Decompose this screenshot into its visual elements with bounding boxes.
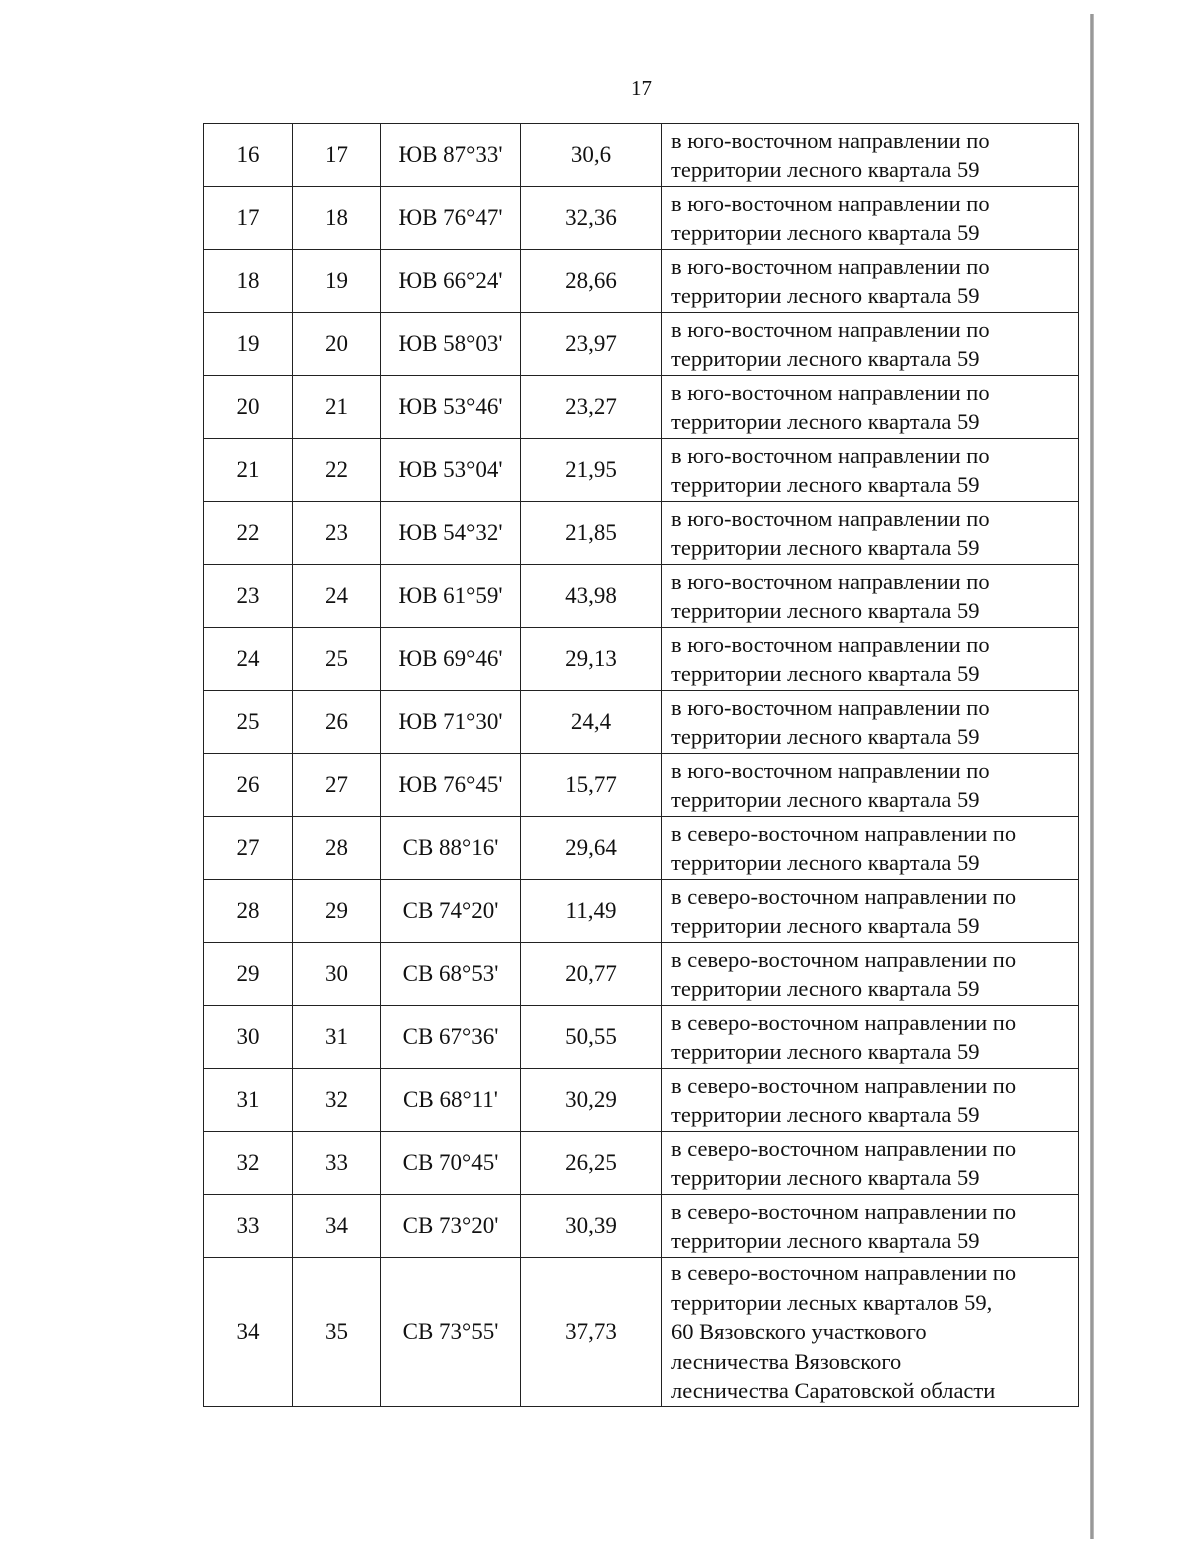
description-cell bbox=[662, 124, 1079, 187]
description-line: территории лесного квартала 59 bbox=[671, 787, 980, 812]
table-row bbox=[204, 1195, 1079, 1258]
description-line: территории лесного квартала 59 bbox=[671, 472, 980, 497]
description-cell bbox=[662, 817, 1079, 880]
bearing-cell: ЮВ 69°46' bbox=[381, 628, 521, 691]
length-cell: 30,29 bbox=[521, 1069, 662, 1132]
table-row bbox=[204, 565, 1079, 628]
bearing-cell: ЮВ 58°03' bbox=[381, 313, 521, 376]
point-from-cell: 22 bbox=[204, 502, 293, 565]
point-to-cell: 28 bbox=[293, 817, 381, 880]
length-cell: 21,85 bbox=[521, 502, 662, 565]
length-cell: 37,73 bbox=[521, 1258, 662, 1407]
length-cell: 23,27 bbox=[521, 376, 662, 439]
point-from-cell: 18 bbox=[204, 250, 293, 313]
point-to-cell: 31 bbox=[293, 1006, 381, 1069]
description-cell bbox=[662, 880, 1079, 943]
bearing-cell: ЮВ 54°32' bbox=[381, 502, 521, 565]
description-line: территории лесного квартала 59 bbox=[671, 598, 980, 623]
description-line: в юго-восточном направлении по bbox=[671, 379, 990, 405]
description-line: территории лесного квартала 59 bbox=[671, 220, 980, 245]
length-cell: 29,64 bbox=[521, 817, 662, 880]
point-to-cell: 33 bbox=[293, 1132, 381, 1195]
description-line: территории лесного квартала 59 bbox=[671, 976, 980, 1001]
description-cell bbox=[662, 943, 1079, 1006]
point-from-cell: 32 bbox=[204, 1132, 293, 1195]
table-row bbox=[204, 439, 1079, 502]
bearing-cell: СВ 73°55' bbox=[381, 1258, 521, 1407]
table-row bbox=[204, 1006, 1079, 1069]
point-from-cell: 25 bbox=[204, 691, 293, 754]
description-line: в юго-восточном направлении по bbox=[671, 694, 990, 720]
bearing-cell: ЮВ 76°47' bbox=[381, 187, 521, 250]
point-to-cell: 23 bbox=[293, 502, 381, 565]
point-from-cell: 21 bbox=[204, 439, 293, 502]
length-cell: 15,77 bbox=[521, 754, 662, 817]
point-from-cell: 33 bbox=[204, 1195, 293, 1258]
length-cell: 32,36 bbox=[521, 187, 662, 250]
description-cell bbox=[662, 628, 1079, 691]
description-line: в северо-восточном направлении по bbox=[671, 1009, 1017, 1035]
description-cell bbox=[662, 565, 1079, 628]
bearing-cell: ЮВ 61°59' bbox=[381, 565, 521, 628]
point-from-cell: 29 bbox=[204, 943, 293, 1006]
description-cell bbox=[662, 502, 1079, 565]
table-row bbox=[204, 880, 1079, 943]
point-to-cell: 29 bbox=[293, 880, 381, 943]
bearing-cell: СВ 68°11' bbox=[381, 1069, 521, 1132]
length-cell: 29,13 bbox=[521, 628, 662, 691]
table-row bbox=[204, 1132, 1079, 1195]
point-to-cell: 18 bbox=[293, 187, 381, 250]
description-line: в северо-восточном направлении по bbox=[671, 820, 1017, 846]
table-row bbox=[204, 187, 1079, 250]
description-line: в северо-восточном направлении по bbox=[671, 1260, 1017, 1285]
scan-edge-line bbox=[1090, 14, 1094, 1539]
length-cell: 24,4 bbox=[521, 691, 662, 754]
description-line: в юго-восточном направлении по bbox=[671, 757, 990, 783]
description-line: территории лесного квартала 59 bbox=[671, 1039, 980, 1064]
point-to-cell: 30 bbox=[293, 943, 381, 1006]
description-cell bbox=[662, 250, 1079, 313]
description-line: территории лесного квартала 59 bbox=[671, 661, 980, 686]
bearing-cell: СВ 67°36' bbox=[381, 1006, 521, 1069]
description-cell bbox=[662, 691, 1079, 754]
point-to-cell: 25 bbox=[293, 628, 381, 691]
description-line: территории лесного квартала 59 bbox=[671, 346, 980, 371]
length-cell: 23,97 bbox=[521, 313, 662, 376]
description-line: территории лесного квартала 59 bbox=[671, 1102, 980, 1127]
point-from-cell: 34 bbox=[204, 1258, 293, 1407]
description-line: территории лесного квартала 59 bbox=[671, 409, 980, 434]
table-row bbox=[204, 502, 1079, 565]
description-line: в юго-восточном направлении по bbox=[671, 127, 990, 153]
description-line: территории лесного квартала 59 bbox=[671, 1228, 980, 1253]
bearing-cell: СВ 70°45' bbox=[381, 1132, 521, 1195]
description-cell bbox=[662, 1069, 1079, 1132]
description-cell bbox=[662, 376, 1079, 439]
description-line: в северо-восточном направлении по bbox=[671, 1198, 1017, 1224]
bearing-cell: ЮВ 53°46' bbox=[381, 376, 521, 439]
description-cell bbox=[662, 439, 1079, 502]
point-to-cell: 22 bbox=[293, 439, 381, 502]
point-from-cell: 17 bbox=[204, 187, 293, 250]
description-cell bbox=[662, 187, 1079, 250]
boundary-table bbox=[203, 123, 1079, 1407]
point-to-cell: 21 bbox=[293, 376, 381, 439]
description-line: в юго-восточном направлении по bbox=[671, 442, 990, 468]
description-line: территории лесного квартала 59 bbox=[671, 913, 980, 938]
description-cell bbox=[662, 1195, 1079, 1258]
point-to-cell: 34 bbox=[293, 1195, 381, 1258]
description-line: в юго-восточном направлении по bbox=[671, 568, 990, 594]
description-cell bbox=[662, 1132, 1079, 1195]
point-from-cell: 28 bbox=[204, 880, 293, 943]
description-line: в северо-восточном направлении по bbox=[671, 946, 1017, 972]
length-cell: 20,77 bbox=[521, 943, 662, 1006]
description-cell bbox=[662, 754, 1079, 817]
point-from-cell: 24 bbox=[204, 628, 293, 691]
length-cell: 28,66 bbox=[521, 250, 662, 313]
length-cell: 30,6 bbox=[521, 124, 662, 187]
point-from-cell: 16 bbox=[204, 124, 293, 187]
point-from-cell: 20 bbox=[204, 376, 293, 439]
description-line: территории лесного квартала 59 bbox=[671, 1165, 980, 1190]
description-line: в юго-восточном направлении по bbox=[671, 631, 990, 657]
bearing-cell: ЮВ 76°45' bbox=[381, 754, 521, 817]
length-cell: 21,95 bbox=[521, 439, 662, 502]
length-cell: 30,39 bbox=[521, 1195, 662, 1258]
point-to-cell: 24 bbox=[293, 565, 381, 628]
description-line: территории лесного квартала 59 bbox=[671, 157, 980, 182]
point-to-cell: 32 bbox=[293, 1069, 381, 1132]
point-from-cell: 31 bbox=[204, 1069, 293, 1132]
description-cell bbox=[662, 313, 1079, 376]
point-from-cell: 26 bbox=[204, 754, 293, 817]
bearing-cell: СВ 74°20' bbox=[381, 880, 521, 943]
bearing-cell: ЮВ 53°04' bbox=[381, 439, 521, 502]
table-row bbox=[204, 691, 1079, 754]
point-to-cell: 20 bbox=[293, 313, 381, 376]
length-cell: 26,25 bbox=[521, 1132, 662, 1195]
length-cell: 11,49 bbox=[521, 880, 662, 943]
table-row bbox=[204, 817, 1079, 880]
point-to-cell: 17 bbox=[293, 124, 381, 187]
description-cell bbox=[662, 1006, 1079, 1069]
description-line: лесничества Саратовской области bbox=[671, 1378, 996, 1403]
point-to-cell: 35 bbox=[293, 1258, 381, 1407]
description-line: территории лесного квартала 59 bbox=[671, 850, 980, 875]
description-line: территории лесного квартала 59 bbox=[671, 283, 980, 308]
point-to-cell: 27 bbox=[293, 754, 381, 817]
bearing-cell: СВ 68°53' bbox=[381, 943, 521, 1006]
point-from-cell: 23 bbox=[204, 565, 293, 628]
description-line: территории лесного квартала 59 bbox=[671, 724, 980, 749]
description-line: территории лесного квартала 59 bbox=[671, 535, 980, 560]
bearing-cell: ЮВ 87°33' bbox=[381, 124, 521, 187]
point-from-cell: 27 bbox=[204, 817, 293, 880]
description-line: в юго-восточном направлении по bbox=[671, 190, 990, 216]
table-row bbox=[204, 943, 1079, 1006]
table-row bbox=[204, 376, 1079, 439]
description-line: в юго-восточном направлении по bbox=[671, 505, 990, 531]
description-line: в северо-восточном направлении по bbox=[671, 1072, 1017, 1098]
point-to-cell: 19 bbox=[293, 250, 381, 313]
table-body bbox=[204, 124, 1079, 1407]
point-from-cell: 30 bbox=[204, 1006, 293, 1069]
table-row bbox=[204, 1069, 1079, 1132]
bearing-cell: СВ 73°20' bbox=[381, 1195, 521, 1258]
point-to-cell: 26 bbox=[293, 691, 381, 754]
bearing-cell: ЮВ 71°30' bbox=[381, 691, 521, 754]
page-number: 17 bbox=[631, 76, 652, 100]
description-cell bbox=[662, 1258, 1079, 1407]
description-line: лесничества Вязовского bbox=[671, 1348, 902, 1374]
description-line: территории лесных кварталов 59, bbox=[671, 1289, 993, 1315]
bearing-cell: ЮВ 66°24' bbox=[381, 250, 521, 313]
description-line: в северо-восточном направлении по bbox=[671, 883, 1017, 909]
description-line: в юго-восточном направлении по bbox=[671, 316, 990, 342]
table-row bbox=[204, 754, 1079, 817]
description-line: в северо-восточном направлении по bbox=[671, 1135, 1017, 1161]
bearing-cell: СВ 88°16' bbox=[381, 817, 521, 880]
table-row bbox=[204, 124, 1079, 187]
table-row bbox=[204, 250, 1079, 313]
description-line: 60 Вязовского участкового bbox=[671, 1319, 927, 1344]
table-row bbox=[204, 628, 1079, 691]
length-cell: 43,98 bbox=[521, 565, 662, 628]
length-cell: 50,55 bbox=[521, 1006, 662, 1069]
table-row bbox=[204, 1258, 1079, 1407]
description-line: в юго-восточном направлении по bbox=[671, 253, 990, 279]
table-row bbox=[204, 313, 1079, 376]
point-from-cell: 19 bbox=[204, 313, 293, 376]
